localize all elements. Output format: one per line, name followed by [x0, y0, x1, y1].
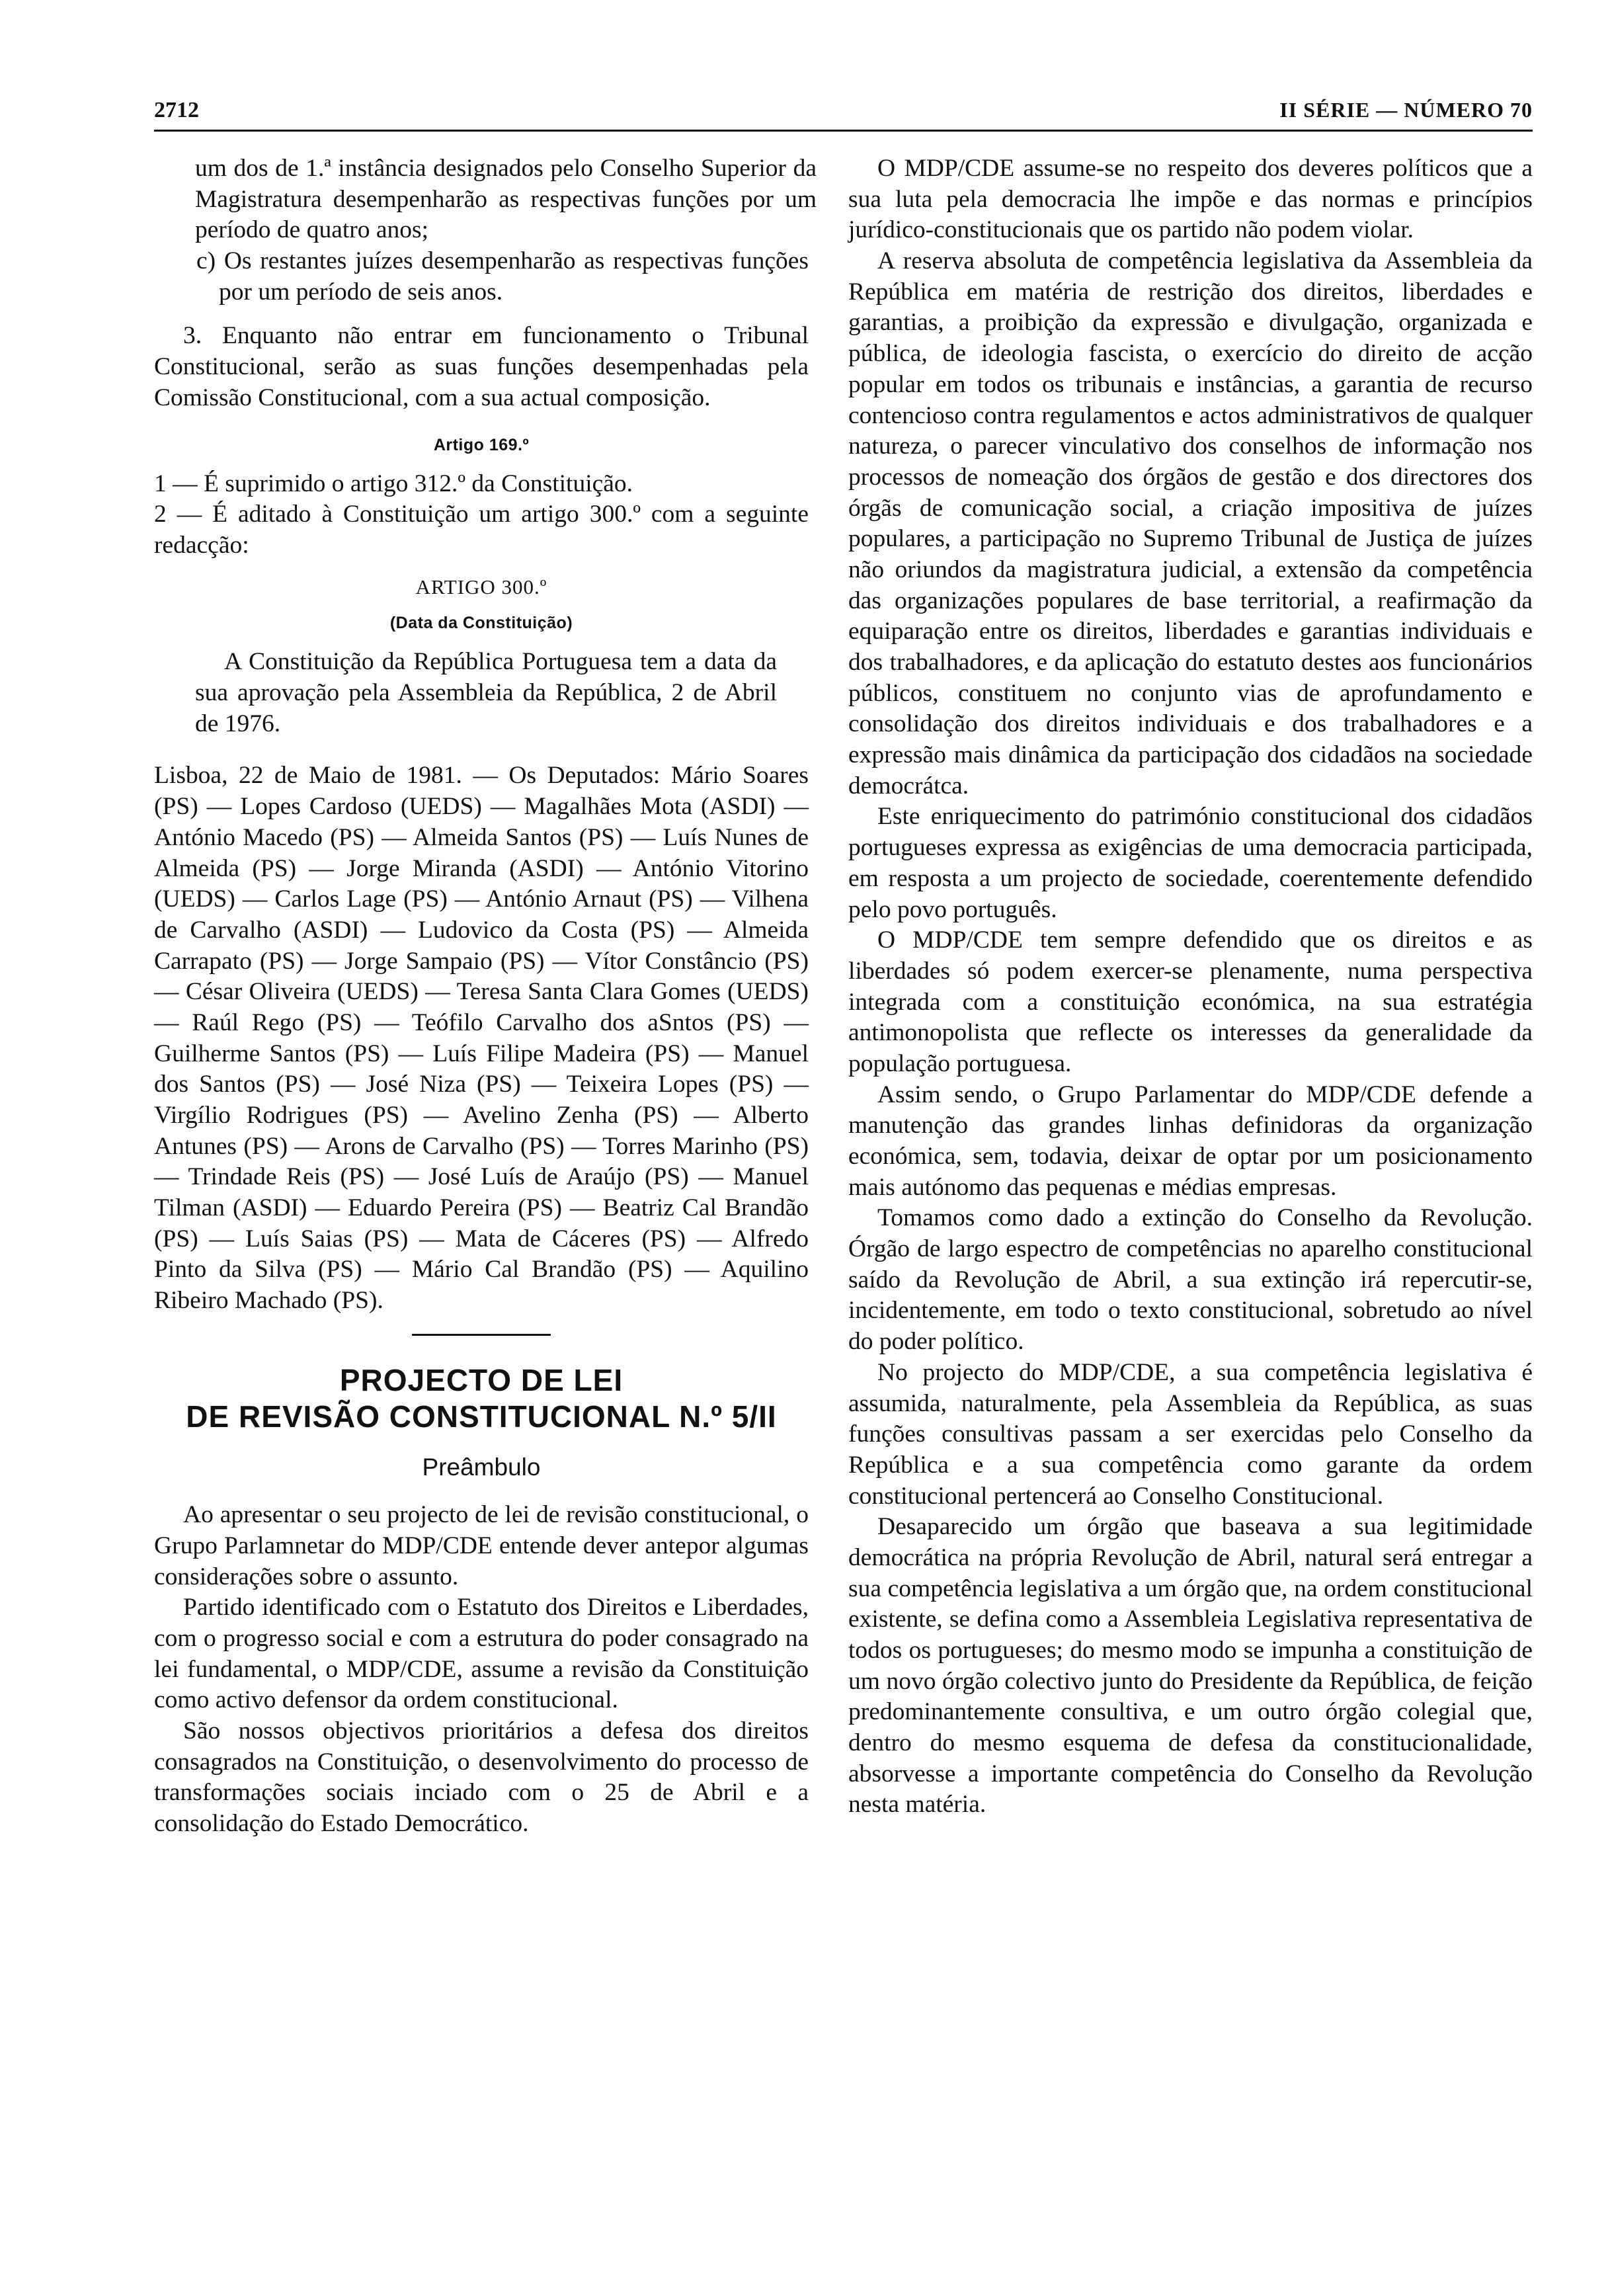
right-paragraph-2: A reserva absoluta de competência legislativa da Assembleia da República em matéria de restrição dos direitos, liberdades e garantias, a proibição da expressão e divulgação, organizada e pública, de ideologia fascista, o exercício do direito de acção popular em todos os tribunais e instâncias, a garantia de recurso contencioso contra regulamentos e actos administrativos de qualquer natureza, o parecer vinculativo dos conselhos de informação nos processos de nomeação dos órgãos de gestão e dos directores dos órgãs de comunicação social, a criação impositiva de juízes populares, a participação no Supremo Tribunal de Justiça de juízes não oriundos da magistratura judicial, a extensão da competência das organizações populares de base territorial, a reafirmação da equiparação entre os direitos, liberdades e garantias individuais e dos trabalhadores, e da aplicação do estatuto destes aos funcionários públicos, constituem no conjunto vias de aprofundamento e consolidação dos direitos individuais e dos trabalhadores e a expressão mais dinâmica da participação dos cidadãos na sociedade democrátca.: [848, 247, 1533, 800]
preamble-paragraph-1: Ao apresentar o seu projecto de lei de revisão constitucional, o Grupo Parlamnetar do MDP/CDE entende dever antepor algumas considerações sobre o assunto.: [154, 1501, 809, 1590]
right-paragraph-8: Desaparecido um órgão que baseava a sua legitimidade democrática na própria Revolução de Abril, natural será entregar a sua competência legislativa a um órgão que, na ordem constitucional existente, se defina como a Assembleia Legislativa representativa de todos os portugueses; do mesmo modo se impunha a constituição de um novo órgão colectivo junto do Presidente da República, de feição predominantemente consultiva, e um outro órgão colegial que, dentro do mesmo esquema de defesa da constitucionalidade, absorvesse a importante competência do Conselho da Revolução nesta matéria.: [848, 1513, 1533, 1819]
new-article-heading: ARTIGO 300.º: [415, 575, 547, 598]
preamble-heading: Preâmbulo: [422, 1454, 541, 1481]
left-column: [154, 153, 817, 1840]
right-paragraph-6: Tomamos como dado a extinção do Conselho da Revolução. Órgão de largo espectro de competências no aparelho constitucional saído da Revolução de Abril, a sua extinção irá repercutir-se, incidentemente, em todo o texto constitucional, sobretudo ao nível do poder político.: [848, 1204, 1533, 1356]
right-paragraph-4: O MDP/CDE tem sempre defendido que os direitos e as liberdades só podem exercer-se plenamente, numa perspectiva integrada com a constituição económica, na sua estratégia antimonopolista que reflecte os interesses da generalidade da população portuguesa.: [848, 926, 1533, 1077]
right-paragraph-1: O MDP/CDE assume-se no respeito dos deveres políticos que a sua luta pela democracia lhe impõe e das normas e princípios jurídico-constitucionais que os partido não podem violar.: [848, 155, 1533, 244]
right-paragraph-5: Assim sendo, o Grupo Parlamentar do MDP/CDE defende a manutenção das grandes linhas definidoras da organização económica, sem, todavia, deixar de optar por um posicionamento mais autónomo das pequenas e médias empresas.: [848, 1081, 1533, 1201]
right-paragraph-3: Este enriquecimento do património constitucional dos cidadãos portugueses expressa as exigências de uma democracia participada, em resposta a um projecto de sociedade, coerentemente defendido pelo povo português.: [848, 803, 1533, 923]
paragraph-continuation: um dos de 1.ª instância designados pelo Conselho Superior da Magistratura desempenharão as respectivas funções por um período de quatro anos;: [195, 155, 817, 244]
new-article-title: (Data da Constituição): [389, 614, 573, 633]
right-paragraph-7: No projecto do MDP/CDE, a sua competência legislativa é assumida, naturalmente, pela Assembleia da República, as suas funções consultivas passam a ser exercidas pelo Conselho da República e a sua competência como garante da ordem constitucional pertencerá ao Conselho Constitucional.: [848, 1358, 1533, 1510]
article-heading: Artigo 169.º: [433, 435, 530, 454]
signatures-paragraph: Lisboa, 22 de Maio de 1981. — Os Deputados: Mário Soares (PS) — Lopes Cardoso (UEDS) — Magalhães Mota (ASDI) — António Macedo (PS) — Almeida Santos (PS) — Luís Nunes de Almeida (PS) — Jorge Miranda (ASDI) — António Vitorino (UEDS) — Carlos Lage (PS) — António Arnaut (PS) — Vilhena de Carvalho (ASDI) — Ludovico da Costa (PS) — Almeida Carrapato (PS) — Jorge Sampaio (PS) — Vítor Constâncio (PS) — César Oliveira (UEDS) — Teresa Santa Clara Gomes (UEDS) — Raúl Rego (PS) — Teófilo Carvalho dos aSntos (PS) — Guilherme Santos (PS) — Luís Filipe Madeira (PS) — Manuel dos Santos (PS) — José Niza (PS) — Teixeira Lopes (PS) — Virgílio Rodrigues (PS) — Avelino Zenha (PS) — Alberto Antunes (PS) — Arons de Carvalho (PS) — Torres Marinho (PS) — Trindade Reis (PS) — José Luís de Araújo (PS) — Manuel Tilman (ASDI) — Eduardo Pereira (PS) — Beatriz Cal Brandão (PS) — Luís Saias (PS) — Mata de Cáceres (PS) — Alfredo Pinto da Silva (PS) — Mário Cal Brandão (PS) — Aquilino Ribeiro Machado (PS).: [154, 762, 809, 1315]
page-header: [154, 98, 1533, 132]
right-column: [848, 153, 1533, 1821]
article-item-1: 1 — É suprimido o artigo 312.º da Constituição.: [154, 470, 633, 497]
article-item-2: 2 — É aditado à Constituição um artigo 300.º com a seguinte redacção:: [154, 501, 809, 559]
preamble-paragraph-2: Partido identificado com o Estatuto dos Direitos e Liberdades, com o progresso social e com a estrutura do poder consagrado na lei fundamental, o MDP/CDE, assume a revisão da Constituição como activo defensor da ordem constitucional.: [154, 1594, 809, 1714]
preamble-paragraph-3: São nossos objectivos prioritários a defesa dos direitos consagrados na Constituição, o desenvolvimento do processo de transformações sociais inciado com o 25 de Abril e a consolidação do Estado Democrático.: [154, 1717, 809, 1838]
section-title-line-1: PROJECTO DE LEI: [339, 1362, 623, 1397]
list-item-c: c) Os restantes juízes desempenharão as respectivas funções por um período de seis anos.: [196, 247, 809, 306]
new-article-text: A Constituição da República Portuguesa tem a data da sua aprovação pela Assembleia da República, 2 de Abril de 1976.: [195, 648, 777, 737]
paragraph-3: 3. Enquanto não entrar em funcionamento o Tribunal Constitucional, serão as suas funções desempenhadas pela Comissão Constitucional, com a sua actual composição.: [154, 322, 809, 411]
section-divider: [412, 1334, 551, 1336]
page-number: 2712: [154, 98, 199, 122]
section-title-line-2: DE REVISÃO CONSTITUCIONAL N.º 5/II: [186, 1399, 777, 1434]
series-number: II SÉRIE — NÚMERO 70: [1279, 98, 1533, 122]
